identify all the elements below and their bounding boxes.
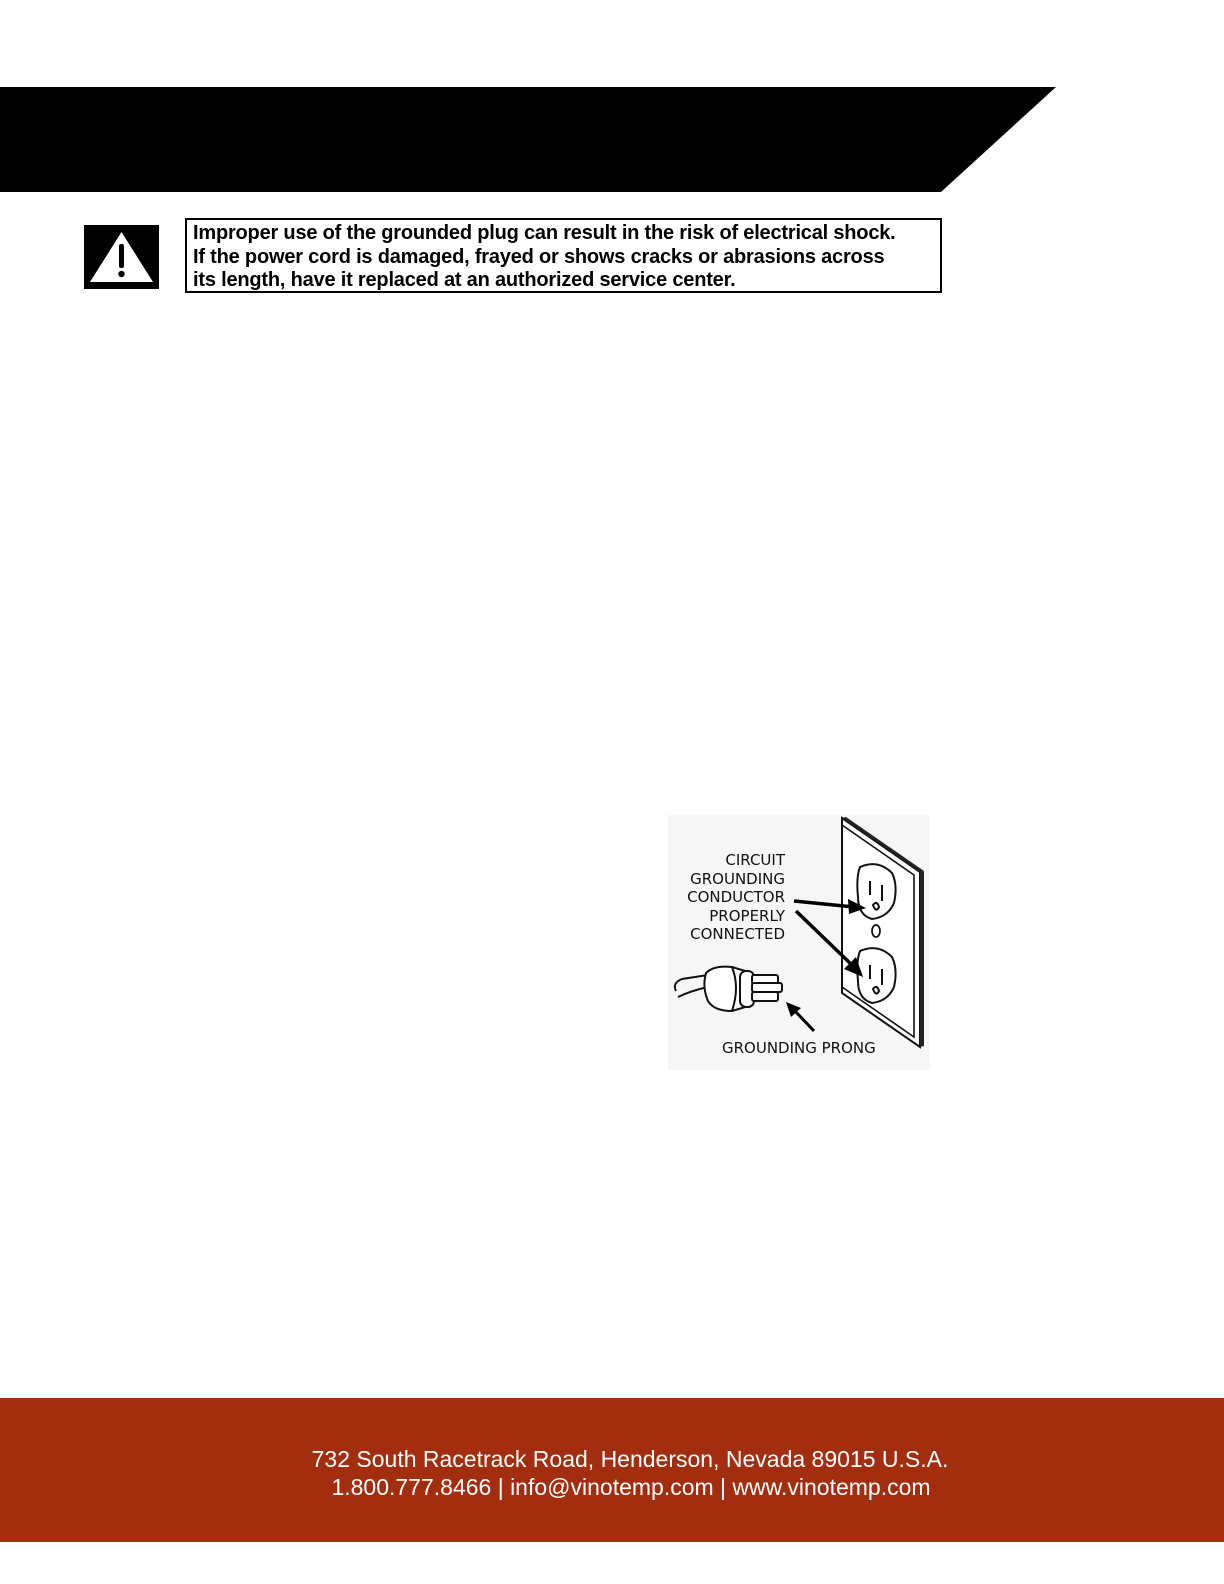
circuit-conductor-label bbox=[687, 851, 785, 944]
label-line: CONNECTED bbox=[690, 925, 785, 944]
arrow-prong bbox=[786, 1002, 814, 1031]
plug-icon bbox=[675, 967, 782, 1011]
label-line: GROUNDING bbox=[690, 869, 785, 888]
warning-triangle-icon bbox=[84, 225, 159, 289]
grounding-prong-label: GROUNDING PRONG bbox=[722, 1039, 876, 1057]
warning-line: If the power cord is damaged, frayed or shows cracks or abrasions across bbox=[193, 245, 885, 268]
label-line: CONDUCTOR bbox=[687, 888, 785, 907]
footer-bar bbox=[0, 1398, 1224, 1542]
warning-line: Improper use of the grounded plug can result in the risk of electrical shock. bbox=[193, 222, 896, 244]
footer-address: 732 South Racetrack Road, Henderson, Nevada 89015 U.S.A. bbox=[311, 1446, 949, 1472]
footer-contact: 1.800.777.8466 | info@vinotemp.com | www.vinotemp.com bbox=[331, 1474, 931, 1500]
label-line: PROPERLY bbox=[709, 906, 785, 925]
wall-outlet-plate bbox=[842, 817, 924, 1047]
grounding-diagram bbox=[668, 815, 930, 1070]
label-line: CIRCUIT bbox=[725, 851, 785, 869]
warning-notice bbox=[185, 218, 942, 293]
warning-line: its length, have it replaced at an authorized service center. bbox=[193, 269, 736, 291]
header-banner bbox=[0, 87, 1056, 192]
